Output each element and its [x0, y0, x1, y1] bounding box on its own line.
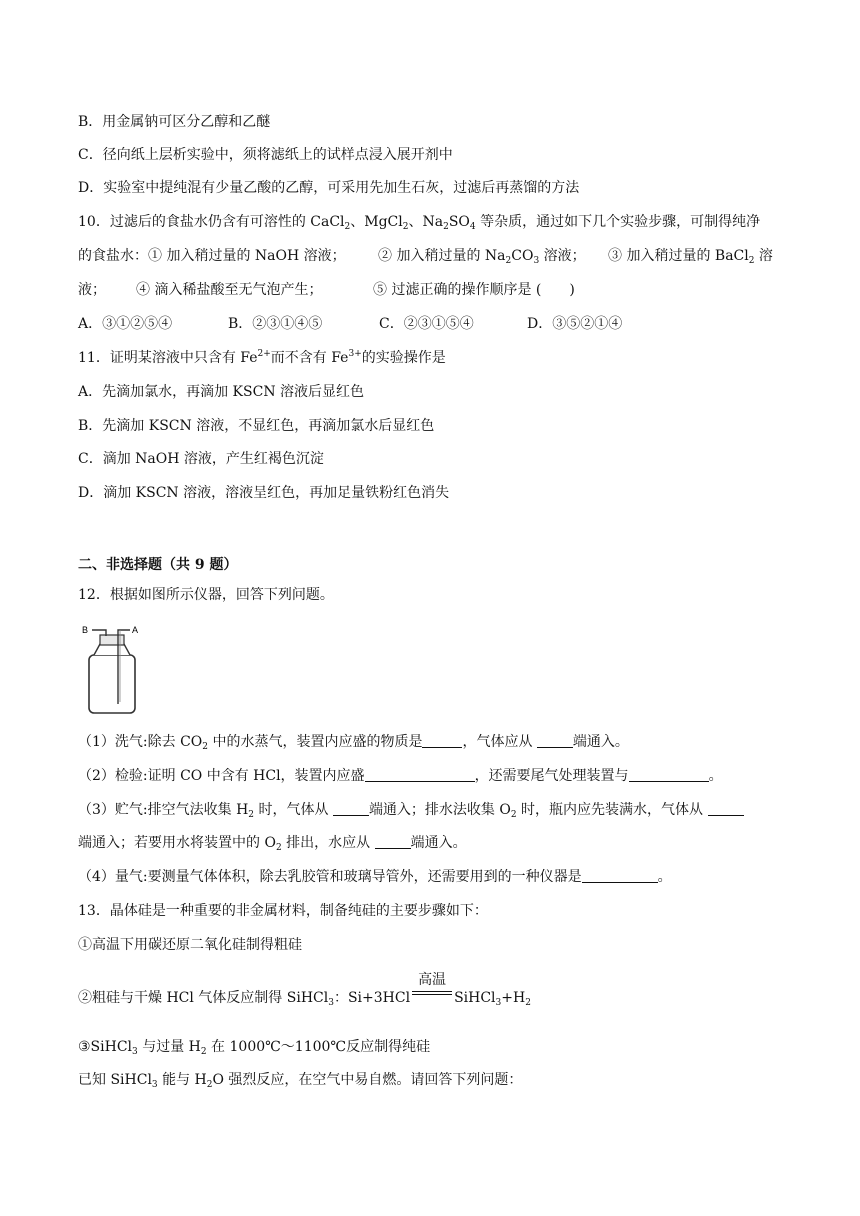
q11-option-d: D．滴加 KSCN 溶液，溶液呈红色，再加足量铁粉红色消失: [78, 485, 450, 501]
answer-blank[interactable]: [333, 801, 369, 816]
reaction-condition: 高温: [410, 988, 454, 1002]
q13-step1: ①高温下用碳还原二氧化硅制得粗硅: [78, 937, 302, 953]
answer-blank[interactable]: [629, 767, 709, 782]
q11-option-a: A．先滴加氯水，再滴加 KSCN 溶液后显红色: [78, 384, 365, 400]
q10-choice-b: B．②③①④⑤: [228, 316, 323, 332]
answer-blank[interactable]: [582, 868, 658, 883]
answer-blank[interactable]: [708, 801, 744, 816]
q13-step3: ③SiHCl$_3$ 与过量 $H_2$ 在 1000℃～1100℃反应制得纯硅: [78, 1039, 431, 1057]
q10-stem-line2: 的食盐水：① 加入稍过量的 NaOH 溶液； ② 加入稍过量的 $Na_2CO_3$ 溶液； ③ 加入稍过量的 BaCl$_2$ 溶: [78, 248, 773, 266]
q12-stem: 12．根据如图所示仪器，回答下列问题。: [78, 587, 334, 603]
q13-note: 已知 SiHCl$_3$ 能与 $H_2O$ 强烈反应，在空气中易自燃。请回答下列问题：: [78, 1072, 523, 1090]
q12-part4: （4）量气:要测量气体体积，除去乳胶管和玻璃导管外，还需要用到的一种仪器是 。: [78, 869, 672, 885]
gas-washing-bottle-icon: [82, 622, 142, 716]
gas-washing-bottle-figure: [82, 622, 142, 716]
q9-option-c: C．径向纸上层析实验中，须将滤纸上的试样点浸入展开剂中: [78, 147, 453, 163]
q10-choice-c: C．②③①⑤④: [379, 316, 474, 332]
answer-blank[interactable]: [375, 834, 411, 849]
answer-blank[interactable]: [422, 733, 462, 748]
q10-stem-line1: 10．过滤后的食盐水仍含有可溶性的 CaCl$_2$、MgCl$_2$、$Na_2SO_4$ 等杂质，通过如下几个实验步骤，可制得纯净: [78, 214, 761, 232]
fig-label-a: A: [132, 625, 139, 635]
q12-part3-line2: 端通入；若要用水将装置中的 $O_2$ 排出，水应从 端通入。: [78, 835, 467, 853]
answer-blank[interactable]: [537, 733, 573, 748]
q12-part3-line1: （3）贮气:排空气法收集 $H_2$ 时，气体从 端通入；排水法收集 $O_2$ 时，瓶内应先装满水，气体从: [78, 801, 744, 819]
q11-option-b: B．先滴加 KSCN 溶液，不显红色，再滴加氯水后显红色: [78, 418, 435, 434]
fig-label-b: B: [82, 625, 89, 635]
q12-part2: （2）检验:证明 CO 中含有 HCl，装置内应盛 ，还需要尾气处理装置与 。: [78, 768, 723, 784]
q10-choice-a: A．③①②⑤④: [78, 316, 173, 332]
q11-option-c: C．滴加 NaOH 溶液，产生红褐色沉淀: [78, 451, 324, 467]
q9-option-b: B．用金属钠可区分乙醇和乙醚: [78, 114, 271, 130]
answer-blank[interactable]: [365, 767, 475, 782]
q11-stem: 11．证明某溶液中只含有 $Fe^{2+}$而不含有 $Fe^{3+}$的实验操作是: [78, 349, 446, 366]
q9-option-d: D．实验室中提纯混有少量乙酸的乙醇，可采用先加生石灰，过滤后再蒸馏的方法: [78, 180, 580, 196]
q10-stem-line3: 液； ④ 滴入稀盐酸至无气泡产生； ⑤ 过滤正确的操作顺序是 ( ): [78, 282, 575, 298]
section-title: 二、非选择题（共 9 题）: [78, 557, 238, 573]
q10-choice-d: D．③⑤②①④: [527, 316, 623, 332]
q13-step2: ②粗硅与干燥 HCl 气体反应制得 SiHCl$_3$：Si+3HCl 高温 $SiHCl_3+H_2$: [78, 972, 531, 1008]
q13-stem: 13．晶体硅是一种重要的非金属材料，制备纯硅的主要步骤如下：: [78, 903, 488, 919]
q12-part1: （1）洗气:除去 $CO_2$ 中的水蒸气，装置内应盛的物质是 ，气体应从 端通入。: [78, 734, 629, 752]
